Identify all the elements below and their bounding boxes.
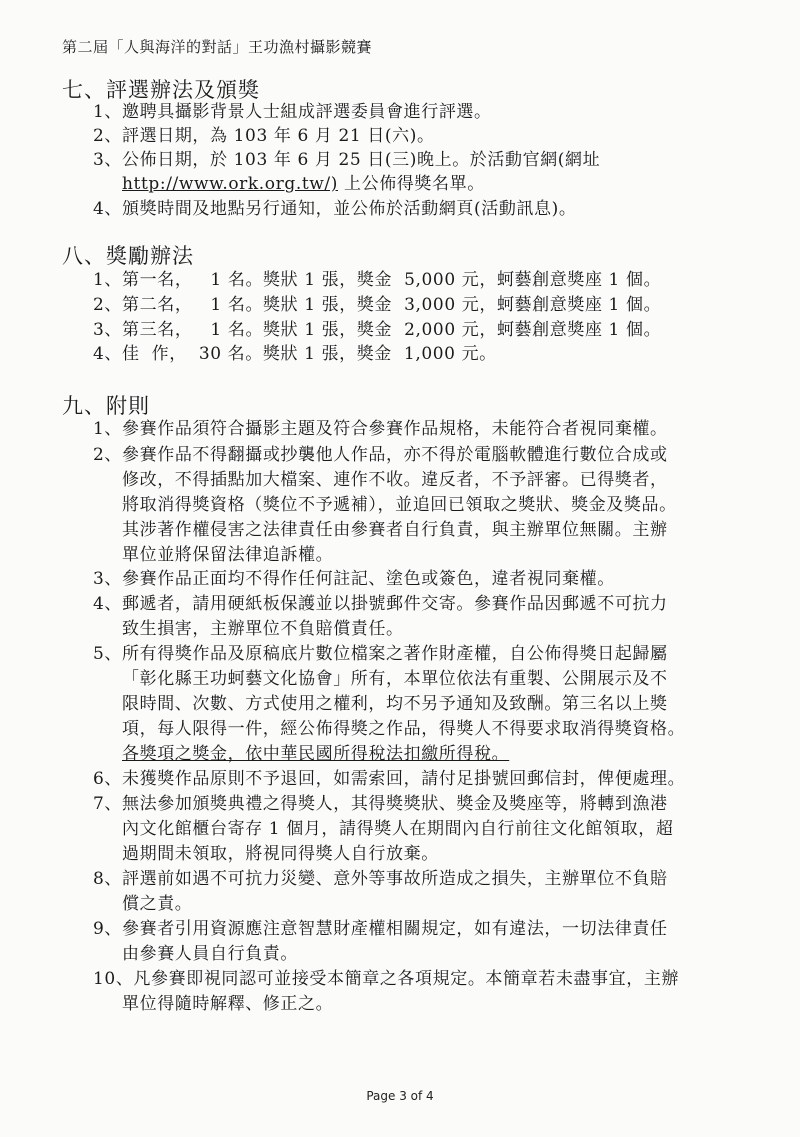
section-7-item-3-cont xyxy=(122,172,485,196)
section-7-item-4: 4、頒獎時間及地點另行通知，並公佈於活動網頁(活動訊息)。 xyxy=(93,199,577,219)
section-9-line: 由參賽人員自行負責。 xyxy=(122,944,298,964)
section-8-item-3: 3、第三名， 1 名。獎狀 1 張，獎金 2,000 元，蚵藝創意獎座 1 個。 xyxy=(93,320,662,340)
section-9-line: 3、參賽作品正面均不得作任何註記、塗色或簽色，違者視同棄權。 xyxy=(93,569,615,589)
section-7-item-3: 3、公佈日期，於 103 年 6 月 25 日(三)晚上。於活動官網(網址 xyxy=(93,150,601,170)
section-9-line: 單位得隨時解釋、修正之。 xyxy=(122,994,334,1014)
section-9-title: 九、附則 xyxy=(62,394,150,418)
section-9-line: 項，每人限得一件，經公佈得獎之作品，得獎人不得要求取消得獎資格。 xyxy=(122,719,686,739)
section-9-line: 2、參賽作品不得翻攝或抄襲他人作品，亦不得於電腦軟體進行數位合成或 xyxy=(93,445,668,465)
section-7-item-1: 1、邀聘具攝影背景人士組成評選委員會進行評選。 xyxy=(93,102,492,122)
section-9-line: 1、參賽作品須符合攝影主題及符合參賽作品規格，未能符合者視同棄權。 xyxy=(93,419,668,439)
section-8-item-2: 2、第二名， 1 名。獎狀 1 張，獎金 3,000 元，蚵藝創意獎座 1 個。 xyxy=(93,295,662,315)
section-7-item-3-tail: 上公佈得獎名單。 xyxy=(337,174,485,194)
document-header: 第二屆「人與海洋的對話」王功漁村攝影競賽 xyxy=(62,38,373,56)
section-9-line: 6、未獲獎作品原則不予退回，如需索回，請付足掛號回郵信封，俾便處理。 xyxy=(93,769,686,789)
section-9-line: 8、評選前如遇不可抗力災變、意外等事故所造成之損失，主辦單位不負賠 xyxy=(93,869,668,889)
section-9-line: 9、參賽者引用資源應注意智慧財產權相關規定，如有違法，一切法律責任 xyxy=(93,919,668,939)
section-8-item-1: 1、第一名， 1 名。獎狀 1 張，獎金 5,000 元，蚵藝創意獎座 1 個。 xyxy=(93,270,662,290)
section-7-item-2: 2、評選日期，為 103 年 6 月 21 日(六)。 xyxy=(93,126,435,146)
section-9-line: 將取消得獎資格（獎位不予遞補），並追回已領取之獎狀、獎金及獎品。 xyxy=(122,495,677,515)
section-9-line: 償之責。 xyxy=(122,894,193,914)
section-7-title: 七、評選辦法及頒獎 xyxy=(62,78,260,102)
section-9-line: 限時間、次數、方式使用之權利，均不另予通知及致酬。第三名以上獎 xyxy=(122,694,668,714)
section-9-line: 7、無法參加頒獎典禮之得獎人，其得獎獎狀、獎金及獎座等，將轉到漁港 xyxy=(93,794,668,814)
section-9-line: 「彰化縣王功蚵藝文化協會」所有，本單位依法有重製、公開展示及不 xyxy=(122,669,668,689)
section-9-line: 單位並將保留法律追訴權。 xyxy=(122,545,334,565)
section-9-line: 其涉著作權侵害之法律責任由參賽者自行負責，與主辦單位無關。主辦 xyxy=(122,520,668,540)
section-9-line: 4、郵遞者，請用硬紙板保護並以掛號郵件交寄。參賽作品因郵遞不可抗力 xyxy=(93,594,668,614)
page-number: Page 3 of 4 xyxy=(366,1089,434,1103)
section-9-line: 內文化館櫃台寄存 1 個月，請得獎人在期間內自行前往文化館領取，超 xyxy=(122,819,674,839)
section-9-line: 修改，不得插點加大檔案、連作不收。違反者，不予評審。已得獎者， xyxy=(122,470,668,490)
section-9-line: 致生損害，主辦單位不負賠償責任。 xyxy=(122,619,404,639)
section-8-item-4: 4、佳 作， 30 名。獎狀 1 張，獎金 1,000 元。 xyxy=(93,344,497,364)
section-9-line-underlined: 各獎項之獎金，依中華民國所得稅法扣繳所得稅。 xyxy=(122,744,510,764)
section-9-line: 5、所有得獎作品及原稿底片數位檔案之著作財產權，自公佈得獎日起歸屬 xyxy=(93,644,668,664)
website-link[interactable]: http://www.ork.org.tw/) xyxy=(122,174,338,194)
section-9-line: 10、凡參賽即視同認可並接受本簡章之各項規定。本簡章若未盡事宜，主辦 xyxy=(93,969,680,989)
section-9-line: 過期間未領取，將視同得獎人自行放棄。 xyxy=(122,844,439,864)
section-8-title: 八、獎勵辦法 xyxy=(62,244,194,268)
